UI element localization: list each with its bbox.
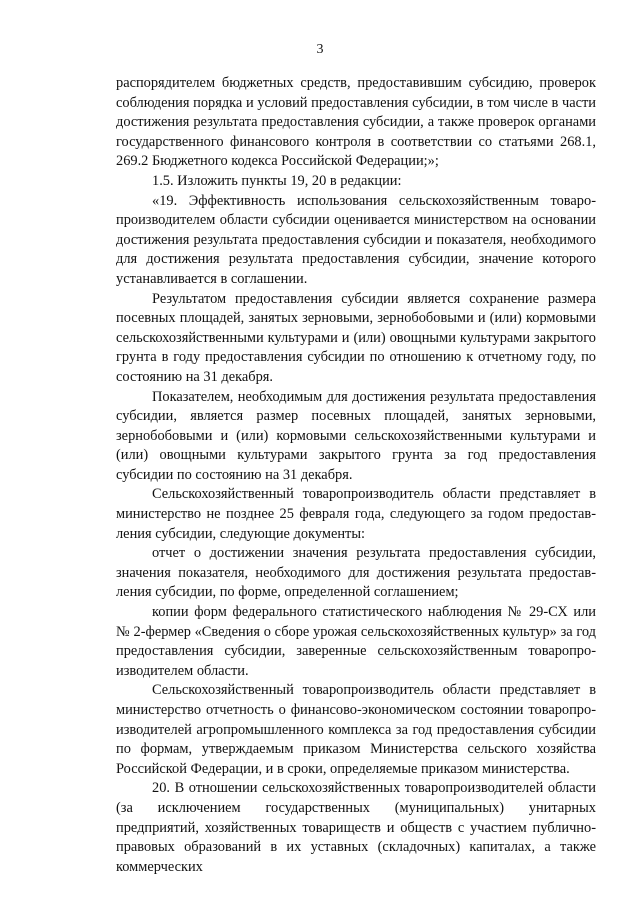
paragraph-documents-intro: Сельскохозяйственный товаропроизводитель области представляет в министерство не позднее 25 февраля года, следующего за годом предоставления субсидии, следующие документы: — [116, 486, 596, 542]
paragraph-result: Результатом предоставления субсидии является сохранение размера посевных площадей, занятых зерновыми, зернобобовыми и (или) кормовыми сельскохозяйственными культурами и (или) овощными культурами закрытого грунта в году предоставления субсидии по отношению к отчетному году, по состоянию на 31 декабря. — [116, 290, 596, 385]
paragraph-report: отчет о достижении значения результата предоставления субсидии, значения показателя, необходимого для достижения результата предоставления субсидии, по форме, определенной соглашением; — [116, 545, 596, 601]
paragraph-continuation: распорядителем бюджетных средств, предоставившим субсидию, проверок соблюдения порядка и условий предоставления субсидии, в том числе в части достижения результата предоставления субсидии, а также проверок органами государственного финансового контроля в соответствии со статьями 268.1, 269.2 Бюджетного кодекса Российской Федерации;»; — [116, 75, 596, 170]
document-body — [116, 74, 596, 877]
page-number: 3 — [316, 42, 324, 57]
paragraph-financial-reporting: Сельскохозяйственный товаропроизводитель области представляет в министерство отчетность о финансово-экономическом состоянии товаропроизводителей агропромышленного комплекса за год предоставления субсидии по формам, утверждаемым приказом Министерства сельского хозяйства Российской Федерации, и в сроки, определяемые приказом министерства. — [116, 682, 596, 777]
paragraph-statistics-forms: копии форм федерального статистического наблюдения № 29-СХ или № 2-фермер «Сведения о сборе урожая сельскохозяйственных культур» за год предоставления субсидии, заверенные сельскохозяйственным товаропроизводителем области. — [116, 604, 596, 679]
paragraph-indicator: Показателем, необходимым для достижения результата предоставления субсидии, является размер посевных площадей, занятых зерновыми, зернобобовыми и (или) кормовыми сельскохозяйственными культурами и (или) овощными культурами закрытого грунта за год предоставления субсидии по состоянию на 31 декабря. — [116, 388, 596, 483]
paragraph-item-20: 20. В отношении сельскохозяйственных товаропроизводителей области (за исключением государственных (муниципальных) унитарных предприятий, хозяйственных товариществ и обществ с участием публично-правовых образований в их уставных (складочных) капиталах, а также коммерческих — [116, 780, 596, 875]
paragraph-item-1-5: 1.5. Изложить пункты 19, 20 в редакции: — [152, 172, 402, 189]
paragraph-item-19: «19. Эффективность использования сельскохозяйственным товаропроизводителем области субсидии оценивается министерством на основании достижения результата предоставления субсидии и показателя, необходимого для достижения результата предоставления субсидии, значение которого устанавливается в соглашении. — [116, 192, 596, 287]
